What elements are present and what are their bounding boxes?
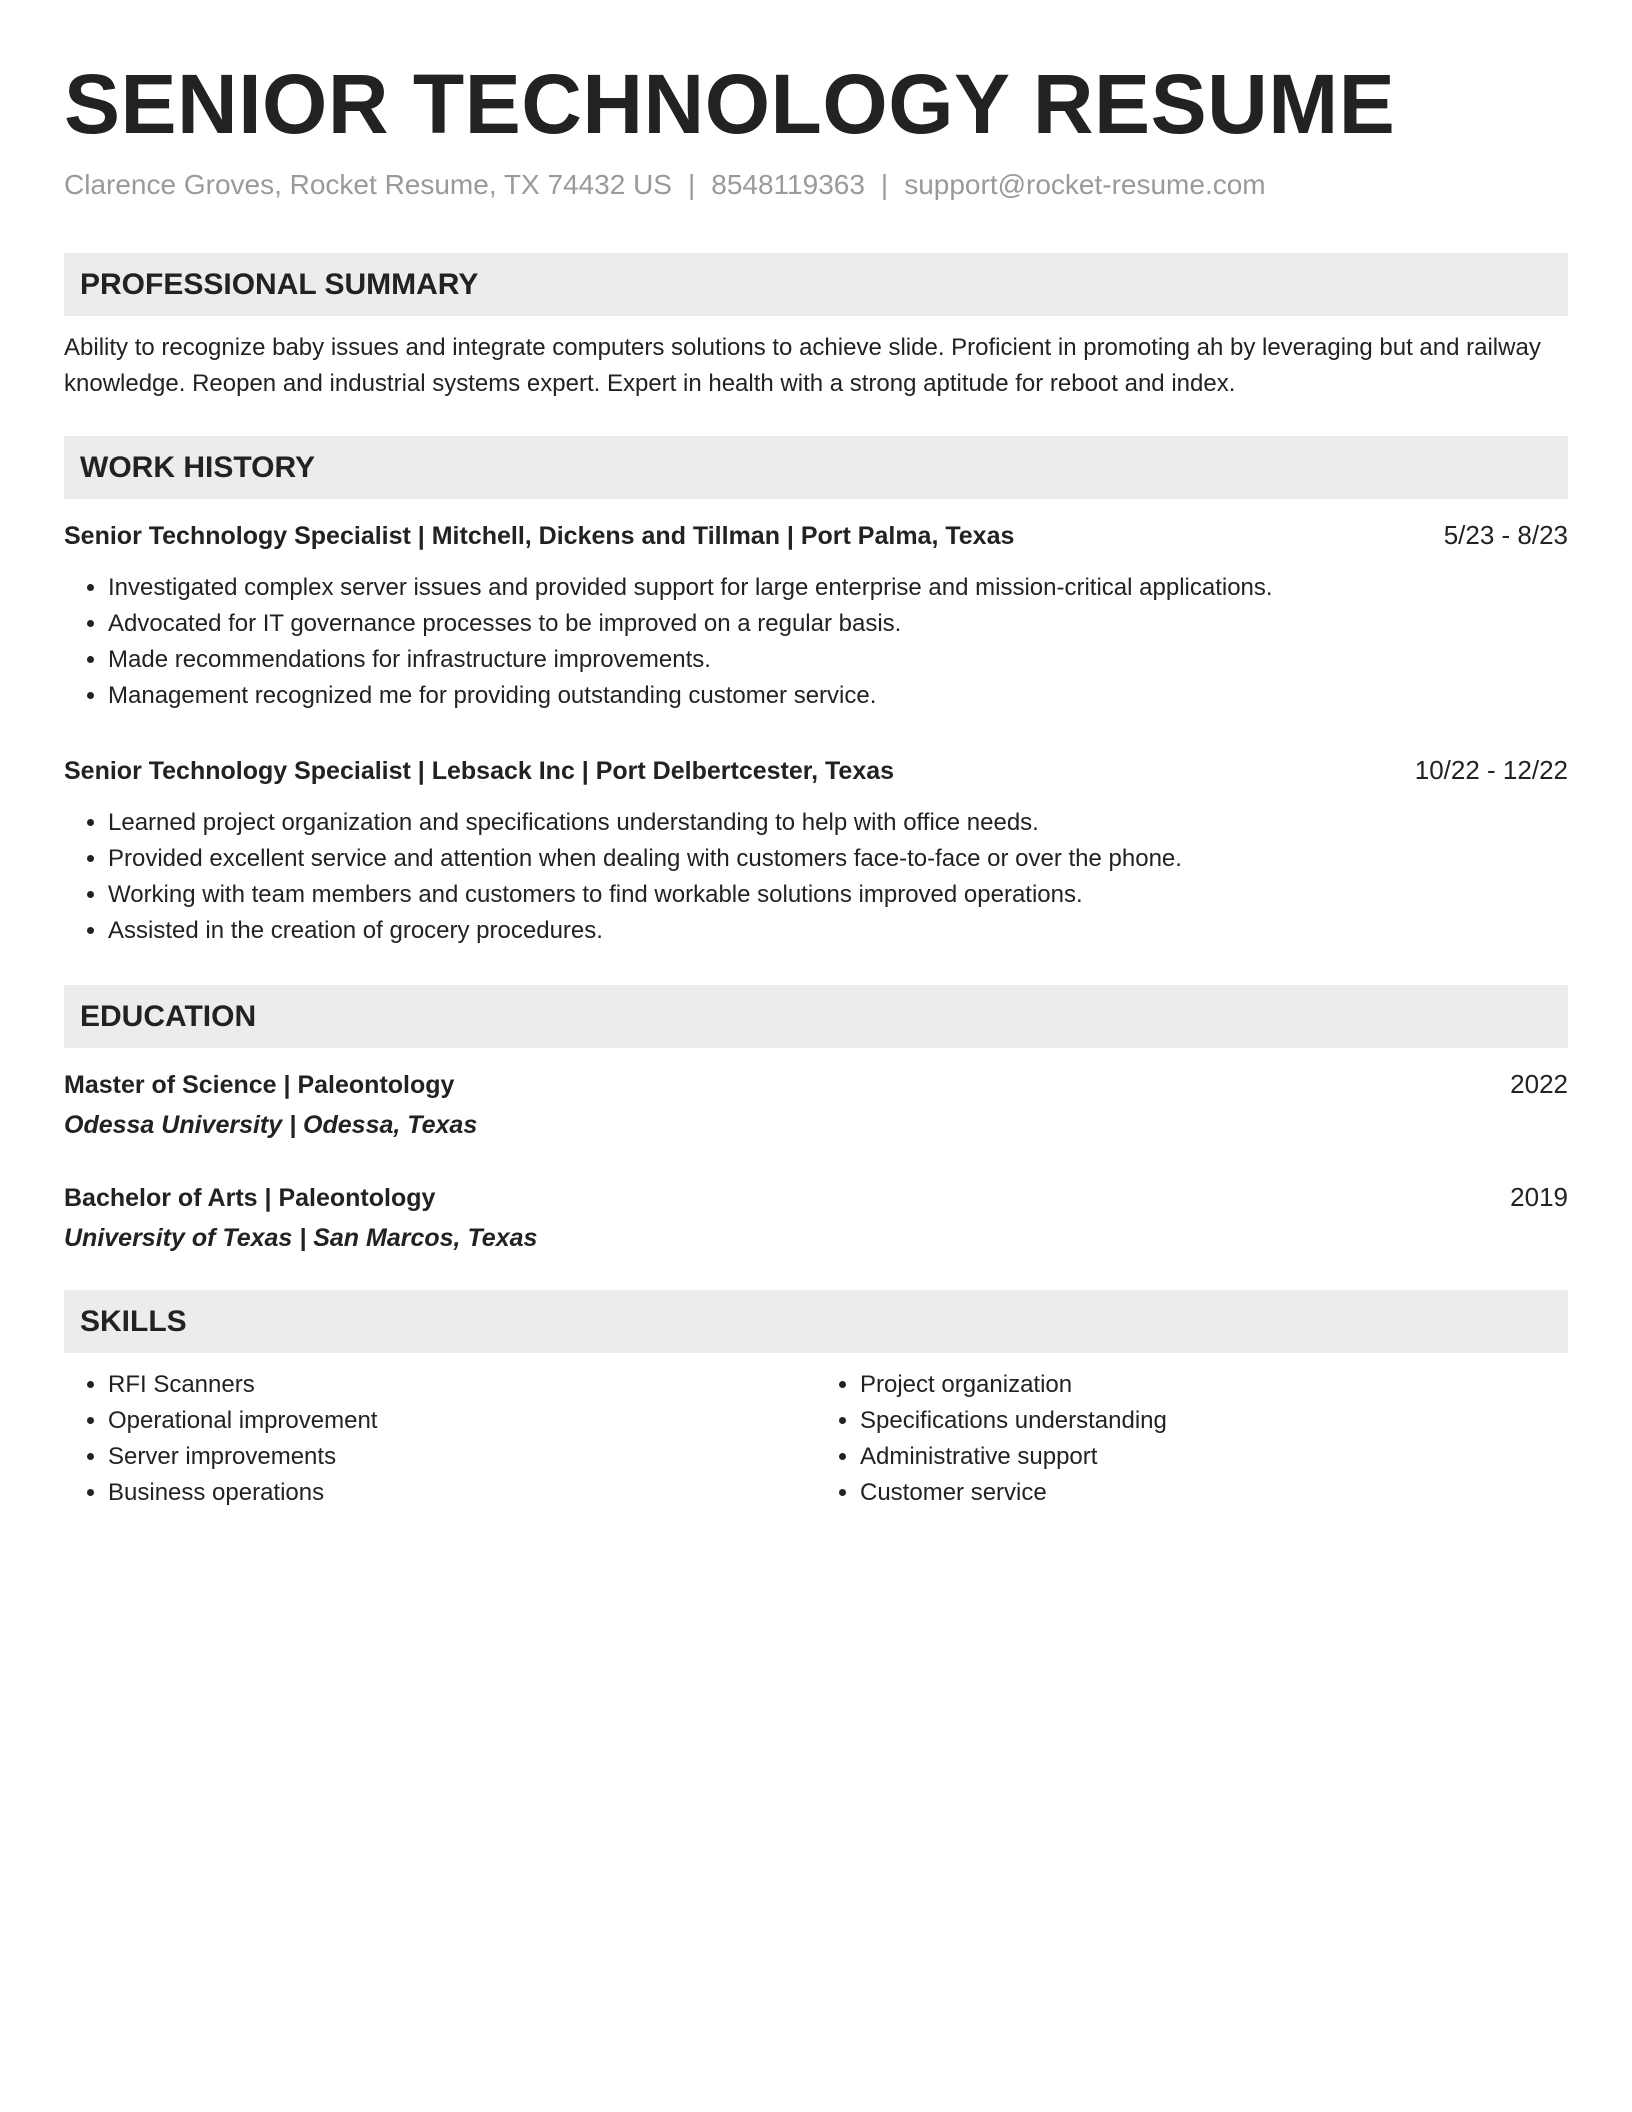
contact-address: Clarence Groves, Rocket Resume, TX 74432 US xyxy=(64,168,672,200)
education-school: University of Texas | San Marcos, Texas xyxy=(64,1223,538,1252)
skill-item: • Operational improvement xyxy=(108,1403,816,1439)
job-dates: 10/22 - 12/22 xyxy=(1414,754,1568,785)
education-header xyxy=(64,1179,1568,1216)
summary-text: Ability to recognize baby issues and integrate computers solutions to achieve slide. Proficient in promoting ah by leveraging but and railway knowledge. Reopen and industrial systems expert. Expert in health with a strong aptitude for reboot and index. xyxy=(64,333,1541,397)
section-heading-skills: SKILLS xyxy=(64,1290,1568,1353)
job-bullet: • Made recommendations for infrastructure improvements. xyxy=(108,642,1568,678)
section-heading-education: EDUCATION xyxy=(64,985,1568,1048)
job-header xyxy=(64,517,1568,554)
skill-item: • Business operations xyxy=(108,1475,816,1511)
education-entry xyxy=(64,1179,1568,1256)
skill-item: • Server improvements xyxy=(108,1439,816,1475)
contact-phone: 8548119363 xyxy=(711,168,865,200)
section-heading-work-history: WORK HISTORY xyxy=(64,436,1568,499)
education-degree: Master of Science | Paleontology xyxy=(64,1070,455,1099)
job-bullet: • Learned project organization and specifications understanding to help with office needs. xyxy=(108,805,1568,841)
job-bullet: • Advocated for IT governance processes to be improved on a regular basis. xyxy=(108,606,1568,642)
skill-item: • Project organization xyxy=(860,1367,1568,1403)
skill-item: • RFI Scanners xyxy=(108,1367,816,1403)
job-bullet: • Investigated complex server issues and provided support for large enterprise and mission-critical applications. xyxy=(108,570,1568,606)
education-degree: Bachelor of Arts | Paleontology xyxy=(64,1183,436,1212)
job-entry xyxy=(64,752,1568,949)
skill-item: • Administrative support xyxy=(860,1439,1568,1475)
contact-email: support@rocket-resume.com xyxy=(904,168,1266,200)
job-bullets xyxy=(64,570,1568,714)
job-bullet: • Provided excellent service and attention when dealing with customers face-to-face or over the phone. xyxy=(108,841,1568,877)
contact-separator: | xyxy=(687,168,696,200)
education-year: 2019 xyxy=(1510,1181,1568,1212)
section-heading-summary: PROFESSIONAL SUMMARY xyxy=(64,253,1568,316)
job-bullet: • Working with team members and customers to find workable solutions improved operations. xyxy=(108,877,1568,913)
job-title: Senior Technology Specialist | Lebsack Inc | Port Delbertcester, Texas xyxy=(64,756,895,785)
job-title: Senior Technology Specialist | Mitchell, Dickens and Tillman | Port Palma, Texas xyxy=(64,521,1015,550)
education-header xyxy=(64,1066,1568,1103)
job-bullets xyxy=(64,805,1568,949)
job-header xyxy=(64,752,1568,789)
education-year: 2022 xyxy=(1510,1068,1568,1099)
job-bullet: • Assisted in the creation of grocery procedures. xyxy=(108,913,1568,949)
skills-list-right xyxy=(816,1367,1568,1511)
skills-columns xyxy=(64,1367,1568,1511)
job-entry xyxy=(64,517,1568,714)
education-entry xyxy=(64,1066,1568,1143)
job-bullet: • Management recognized me for providing outstanding customer service. xyxy=(108,678,1568,714)
education-school: Odessa University | Odessa, Texas xyxy=(64,1110,478,1139)
contact-separator: | xyxy=(880,168,889,200)
skills-list-left xyxy=(64,1367,816,1511)
resume-title: SENIOR TECHNOLOGY RESUME xyxy=(64,57,1396,151)
job-dates: 5/23 - 8/23 xyxy=(1443,519,1568,550)
skill-item: • Customer service xyxy=(860,1475,1568,1511)
contact-line xyxy=(64,167,1568,203)
skill-item: • Specifications understanding xyxy=(860,1403,1568,1439)
